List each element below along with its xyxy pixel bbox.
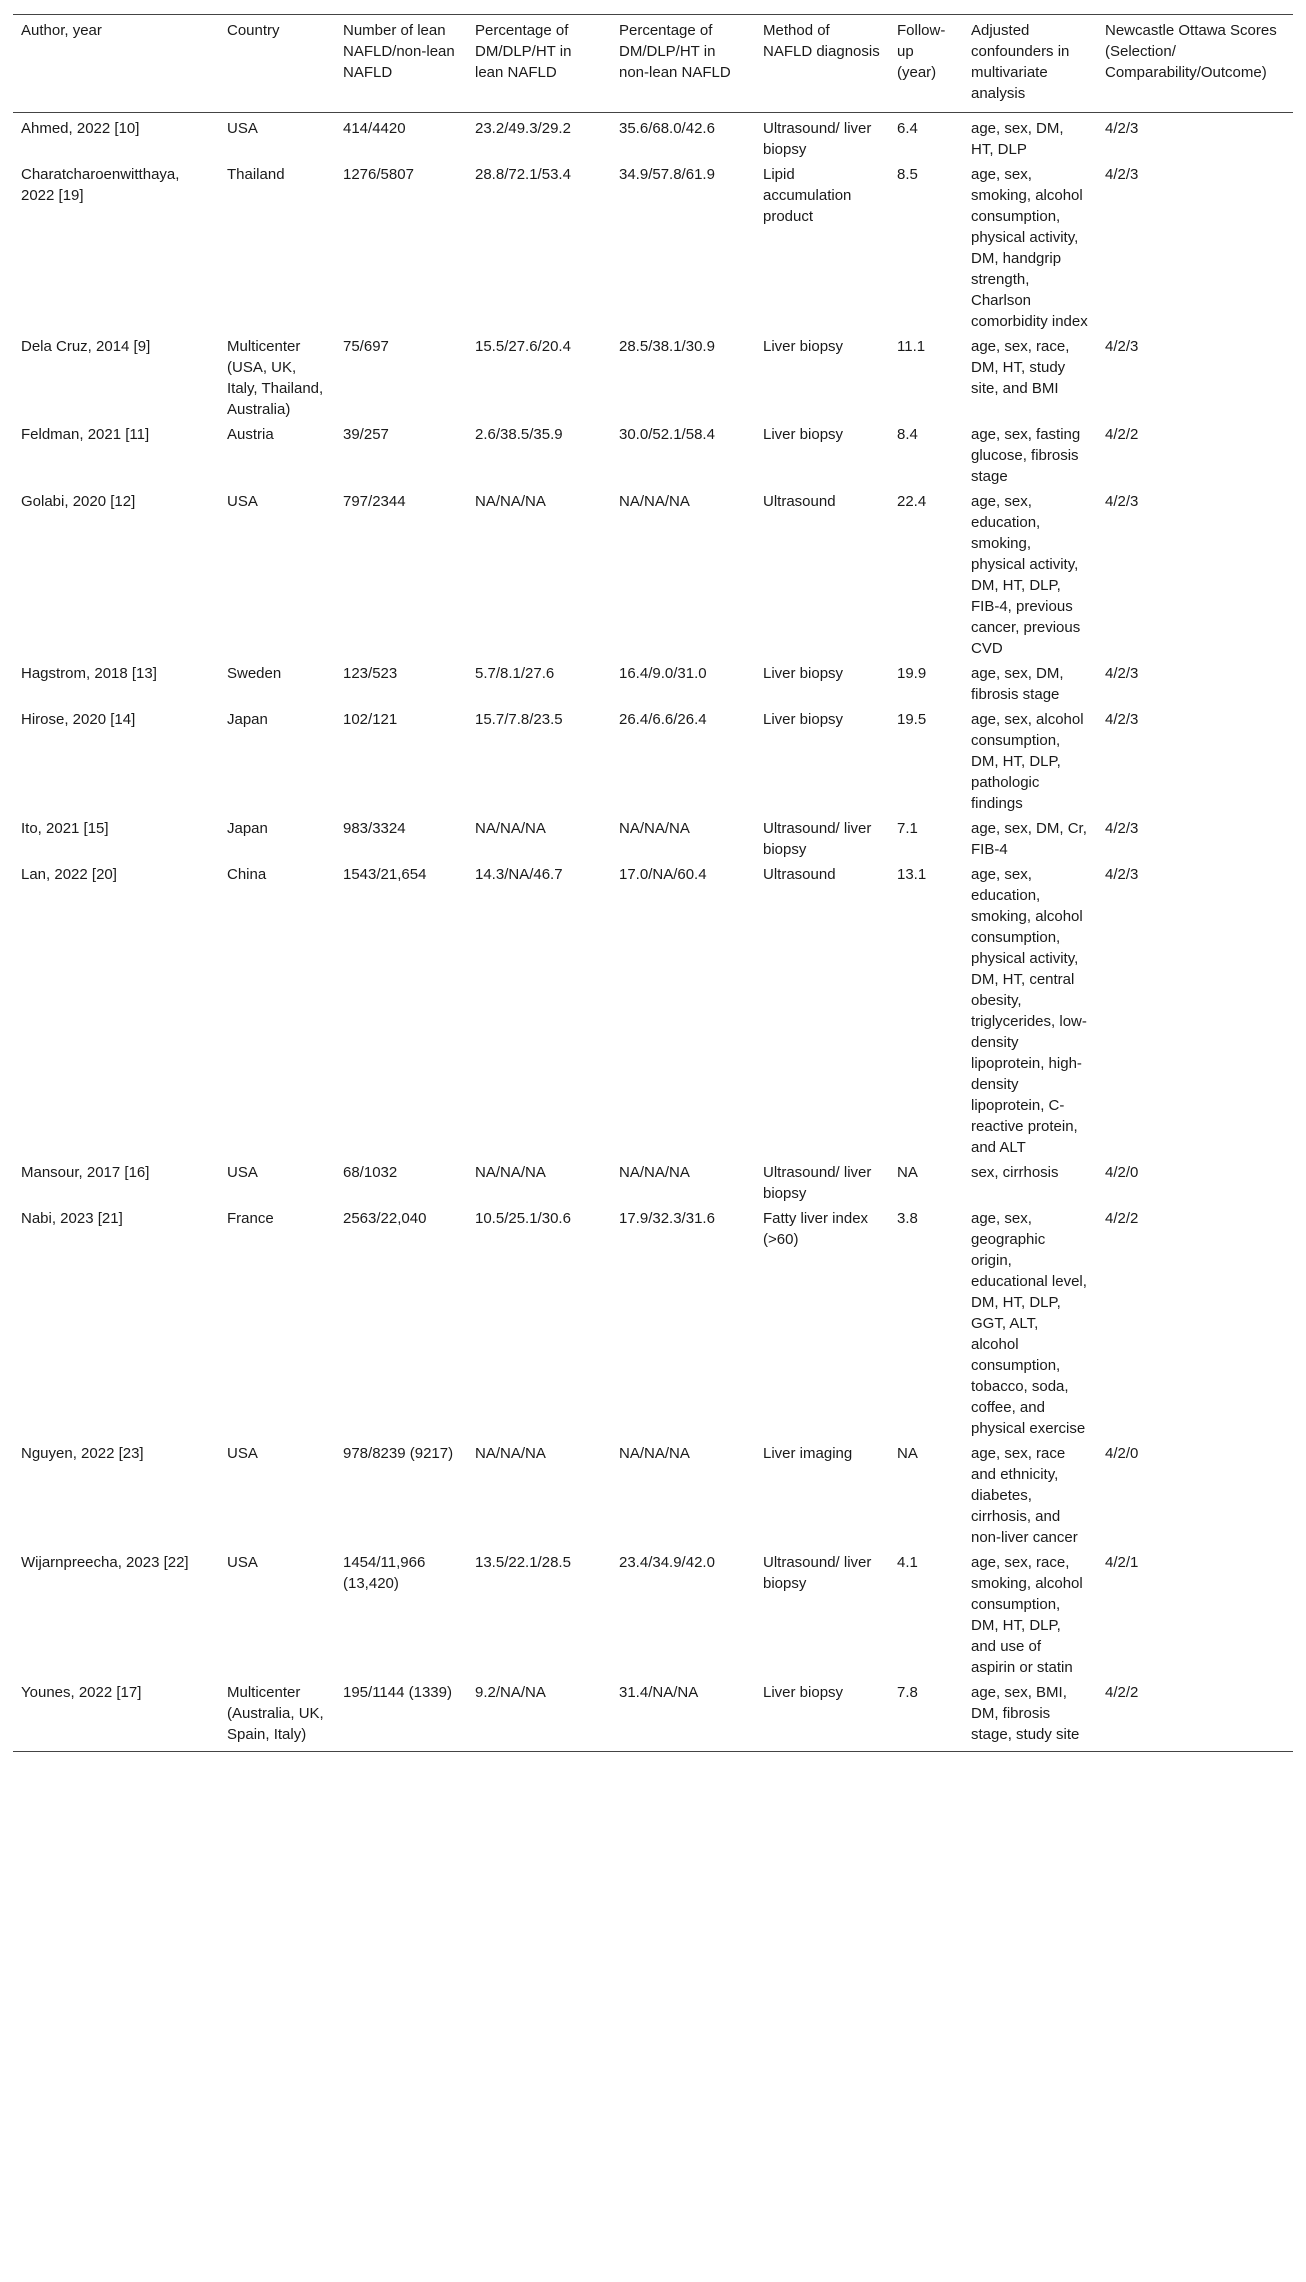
cell-confounders: age, sex, education, smoking, physical activity, DM, HT, DLP, FIB-4, previous cancer, previous CVD bbox=[971, 493, 1081, 657]
header-number-lean-nonlean: Number of lean NAFLD/non-lean NAFLD bbox=[335, 15, 467, 113]
cell-percentage-nonlean: NA/NA/NA bbox=[619, 1445, 690, 1462]
cell-number-lean-nonlean: 123/523 bbox=[343, 665, 398, 682]
cell-country: China bbox=[227, 866, 267, 883]
cell-percentage-nonlean: 17.9/32.3/31.6 bbox=[619, 1210, 715, 1227]
cell-follow-up: 19.5 bbox=[897, 711, 927, 728]
cell-author-year: Hagstrom, 2018 [13] bbox=[21, 665, 157, 682]
cell-method: Liver imaging bbox=[763, 1445, 853, 1462]
cell-newcastle-ottawa: 4/2/2 bbox=[1097, 1679, 1293, 1752]
cell-percentage-lean: 10.5/25.1/30.6 bbox=[475, 1210, 571, 1227]
cell-method: Ultrasound/ liver biopsy bbox=[763, 820, 872, 858]
table-row bbox=[13, 1205, 1293, 1440]
cell-follow-up: 13.1 bbox=[897, 866, 927, 883]
cell-percentage-nonlean: 28.5/38.1/30.9 bbox=[619, 338, 715, 355]
cell-confounders: sex, cirrhosis bbox=[971, 1164, 1059, 1181]
table-body bbox=[13, 113, 1293, 1752]
cell-follow-up: 6.4 bbox=[897, 120, 918, 137]
table-row bbox=[13, 660, 1293, 706]
cell-number-lean-nonlean: 68/1032 bbox=[343, 1164, 398, 1181]
cell-newcastle-ottawa: 4/2/0 bbox=[1105, 1164, 1139, 1181]
cell-author-year: Nguyen, 2022 [23] bbox=[21, 1445, 144, 1462]
cell-number-lean-nonlean: 414/4420 bbox=[343, 120, 406, 137]
cell-country: Japan bbox=[227, 820, 268, 837]
cell-method: Liver biopsy bbox=[763, 426, 844, 443]
cell-follow-up: 19.9 bbox=[897, 665, 927, 682]
cell-author-year: Younes, 2022 [17] bbox=[13, 1679, 219, 1752]
table-row bbox=[13, 1549, 1293, 1679]
cell-number-lean-nonlean: 75/697 bbox=[343, 338, 389, 355]
table-row bbox=[13, 333, 1293, 421]
table-row bbox=[13, 706, 1293, 815]
cell-method: Liver biopsy bbox=[763, 665, 844, 682]
cell-method: Liver biopsy bbox=[763, 711, 844, 728]
cell-newcastle-ottawa: 4/2/3 bbox=[1105, 166, 1139, 183]
cell-number-lean-nonlean: 983/3324 bbox=[343, 820, 406, 837]
cell-number-lean-nonlean: 797/2344 bbox=[343, 493, 406, 510]
cell-confounders: age, sex, alcohol consumption, DM, HT, DLP, pathologic findings bbox=[971, 711, 1084, 812]
cell-confounders: age, sex, DM, Cr, FIB-4 bbox=[971, 820, 1087, 858]
cell-newcastle-ottawa: 4/2/0 bbox=[1105, 1445, 1139, 1462]
cell-confounders: age, sex, DM, HT, DLP bbox=[971, 120, 1064, 158]
cell-newcastle-ottawa: 4/2/3 bbox=[1105, 665, 1139, 682]
cell-country: USA bbox=[227, 120, 258, 137]
cell-confounders: age, sex, fasting glucose, fibrosis stage bbox=[971, 426, 1081, 485]
cell-country: France bbox=[227, 1210, 274, 1227]
cell-method: Liver biopsy bbox=[755, 1679, 889, 1752]
cell-confounders: age, sex, BMI, DM, fibrosis stage, study site bbox=[963, 1679, 1097, 1752]
cell-author-year: Ahmed, 2022 [10] bbox=[21, 120, 140, 137]
cell-country: USA bbox=[227, 1554, 258, 1571]
cell-number-lean-nonlean: 1543/21,654 bbox=[343, 866, 427, 883]
cell-follow-up: 7.1 bbox=[897, 820, 918, 837]
header-newcastle-ottawa: Newcastle Ottawa Scores (Selection/ Comparability/Outcome) bbox=[1097, 15, 1293, 113]
cell-country: Multicenter (Australia, UK, Spain, Italy) bbox=[219, 1679, 335, 1752]
cell-newcastle-ottawa: 4/2/3 bbox=[1105, 493, 1139, 510]
table-row bbox=[13, 421, 1293, 488]
cell-follow-up: 8.5 bbox=[897, 166, 918, 183]
header-percentage-nonlean: Percentage of DM/DLP/HT in non-lean NAFLD bbox=[611, 15, 755, 113]
header-follow-up: Follow-up (year) bbox=[889, 15, 963, 113]
cell-follow-up: 11.1 bbox=[897, 338, 926, 355]
cell-author-year: Lan, 2022 [20] bbox=[21, 866, 117, 883]
cell-method: Lipid accumulation product bbox=[763, 166, 852, 225]
cell-newcastle-ottawa: 4/2/3 bbox=[1105, 820, 1139, 837]
cell-method: Ultrasound/ liver biopsy bbox=[763, 120, 872, 158]
cell-percentage-nonlean: 35.6/68.0/42.6 bbox=[619, 120, 715, 137]
cell-percentage-lean: NA/NA/NA bbox=[475, 1164, 546, 1181]
cell-percentage-lean: NA/NA/NA bbox=[475, 493, 546, 510]
cell-number-lean-nonlean: 1276/5807 bbox=[343, 166, 414, 183]
table-row bbox=[13, 1679, 1293, 1752]
cell-percentage-nonlean: 30.0/52.1/58.4 bbox=[619, 426, 715, 443]
cell-percentage-lean: NA/NA/NA bbox=[475, 1445, 546, 1462]
cell-number-lean-nonlean: 2563/22,040 bbox=[343, 1210, 427, 1227]
cell-percentage-lean: 9.2/NA/NA bbox=[467, 1679, 611, 1752]
cell-follow-up: NA bbox=[897, 1164, 918, 1181]
cell-country: USA bbox=[227, 1164, 258, 1181]
cell-newcastle-ottawa: 4/2/1 bbox=[1105, 1554, 1139, 1571]
table-row bbox=[13, 161, 1293, 333]
cell-percentage-nonlean: 31.4/NA/NA bbox=[611, 1679, 755, 1752]
cell-newcastle-ottawa: 4/2/3 bbox=[1105, 120, 1139, 137]
table-row bbox=[13, 861, 1293, 1159]
cell-follow-up: 3.8 bbox=[897, 1210, 918, 1227]
cell-percentage-nonlean: 26.4/6.6/26.4 bbox=[619, 711, 707, 728]
cell-percentage-lean: 13.5/22.1/28.5 bbox=[475, 1554, 571, 1571]
cell-confounders: age, sex, race, smoking, alcohol consumption, DM, HT, DLP, and use of aspirin or statin bbox=[971, 1554, 1083, 1676]
cell-method: Fatty liver index (>60) bbox=[763, 1210, 869, 1248]
table-row bbox=[13, 1440, 1293, 1549]
cell-confounders: age, sex, DM, fibrosis stage bbox=[971, 665, 1064, 703]
table-row bbox=[13, 488, 1293, 660]
cell-author-year: Mansour, 2017 [16] bbox=[21, 1164, 150, 1181]
cell-follow-up: 22.4 bbox=[897, 493, 927, 510]
cell-number-lean-nonlean: 102/121 bbox=[343, 711, 398, 728]
cell-author-year: Ito, 2021 [15] bbox=[21, 820, 109, 837]
cell-country: Multicenter (USA, UK, Italy, Thailand, Australia) bbox=[227, 338, 324, 418]
cell-newcastle-ottawa: 4/2/2 bbox=[1105, 426, 1139, 443]
cell-percentage-lean: 2.6/38.5/35.9 bbox=[475, 426, 563, 443]
cell-percentage-lean: 15.5/27.6/20.4 bbox=[475, 338, 571, 355]
cell-author-year: Wijarnpreecha, 2023 [22] bbox=[21, 1554, 189, 1571]
cell-method: Ultrasound/ liver biopsy bbox=[763, 1554, 872, 1592]
cell-number-lean-nonlean: 978/8239 (9217) bbox=[343, 1445, 454, 1462]
cell-method: Ultrasound/ liver biopsy bbox=[763, 1164, 872, 1202]
cell-author-year: Feldman, 2021 [11] bbox=[21, 426, 150, 443]
cell-country: USA bbox=[227, 1445, 258, 1462]
cell-percentage-nonlean: NA/NA/NA bbox=[619, 493, 690, 510]
cell-number-lean-nonlean: 195/1144 (1339) bbox=[335, 1679, 467, 1752]
cell-method: Ultrasound bbox=[763, 493, 836, 510]
cell-author-year: Golabi, 2020 [12] bbox=[21, 493, 136, 510]
cell-follow-up: 4.1 bbox=[897, 1554, 918, 1571]
cell-percentage-nonlean: NA/NA/NA bbox=[619, 1164, 690, 1181]
cell-author-year: Charatcharoenwitthaya, 2022 [19] bbox=[21, 166, 180, 204]
header-author-year: Author, year bbox=[13, 15, 219, 113]
study-characteristics-table-container bbox=[13, 14, 1293, 1752]
cell-confounders: age, sex, geographic origin, educational level, DM, HT, DLP, GGT, ALT, alcohol consumption, tobacco, soda, coffee, and physical exercise bbox=[971, 1210, 1087, 1437]
cell-number-lean-nonlean: 39/257 bbox=[343, 426, 389, 443]
table-header bbox=[13, 15, 1293, 113]
cell-confounders: age, sex, race and ethnicity, diabetes, cirrhosis, and non-liver cancer bbox=[971, 1445, 1078, 1546]
table-row bbox=[13, 815, 1293, 861]
cell-percentage-lean: 23.2/49.3/29.2 bbox=[475, 120, 571, 137]
cell-country: Sweden bbox=[227, 665, 282, 682]
header-confounders: Adjusted confounders in multivariate analysis bbox=[963, 15, 1097, 113]
header-country: Country bbox=[219, 15, 335, 113]
cell-follow-up: NA bbox=[897, 1445, 918, 1462]
cell-confounders: age, sex, smoking, alcohol consumption, physical activity, DM, handgrip strength, Charlson comorbidity index bbox=[971, 166, 1088, 330]
cell-country: USA bbox=[227, 493, 258, 510]
cell-country: Thailand bbox=[227, 166, 285, 183]
cell-percentage-lean: 5.7/8.1/27.6 bbox=[475, 665, 555, 682]
table-row bbox=[13, 113, 1293, 162]
cell-percentage-nonlean: 23.4/34.9/42.0 bbox=[619, 1554, 715, 1571]
cell-percentage-nonlean: 17.0/NA/60.4 bbox=[619, 866, 707, 883]
cell-country: Austria bbox=[227, 426, 274, 443]
cell-method: Ultrasound bbox=[763, 866, 836, 883]
cell-country: Japan bbox=[227, 711, 268, 728]
cell-newcastle-ottawa: 4/2/3 bbox=[1105, 338, 1139, 355]
cell-newcastle-ottawa: 4/2/3 bbox=[1105, 711, 1139, 728]
table-row bbox=[13, 1159, 1293, 1205]
cell-newcastle-ottawa: 4/2/2 bbox=[1105, 1210, 1139, 1227]
cell-method: Liver biopsy bbox=[763, 338, 844, 355]
cell-author-year: Dela Cruz, 2014 [9] bbox=[21, 338, 151, 355]
cell-percentage-nonlean: NA/NA/NA bbox=[619, 820, 690, 837]
cell-newcastle-ottawa: 4/2/3 bbox=[1105, 866, 1139, 883]
cell-number-lean-nonlean: 1454/11,966 (13,420) bbox=[343, 1554, 426, 1592]
cell-percentage-lean: 14.3/NA/46.7 bbox=[475, 866, 563, 883]
cell-percentage-lean: 15.7/7.8/23.5 bbox=[475, 711, 563, 728]
cell-author-year: Hirose, 2020 [14] bbox=[21, 711, 136, 728]
cell-confounders: age, sex, race, DM, HT, study site, and BMI bbox=[971, 338, 1070, 397]
cell-percentage-lean: 28.8/72.1/53.4 bbox=[475, 166, 571, 183]
cell-follow-up: 7.8 bbox=[889, 1679, 963, 1752]
header-row bbox=[13, 15, 1293, 113]
study-characteristics-table bbox=[13, 14, 1293, 1752]
cell-confounders: age, sex, education, smoking, alcohol consumption, physical activity, DM, HT, central obesity, triglycerides, low-density lipoprotein, high-density lipoprotein, C-reactive protein, and ALT bbox=[971, 866, 1087, 1156]
cell-follow-up: 8.4 bbox=[897, 426, 918, 443]
header-percentage-lean: Percentage of DM/DLP/HT in lean NAFLD bbox=[467, 15, 611, 113]
header-method: Method of NAFLD diagnosis bbox=[755, 15, 889, 113]
cell-author-year: Nabi, 2023 [21] bbox=[21, 1210, 123, 1227]
cell-percentage-nonlean: 16.4/9.0/31.0 bbox=[619, 665, 707, 682]
cell-percentage-nonlean: 34.9/57.8/61.9 bbox=[619, 166, 715, 183]
cell-percentage-lean: NA/NA/NA bbox=[475, 820, 546, 837]
